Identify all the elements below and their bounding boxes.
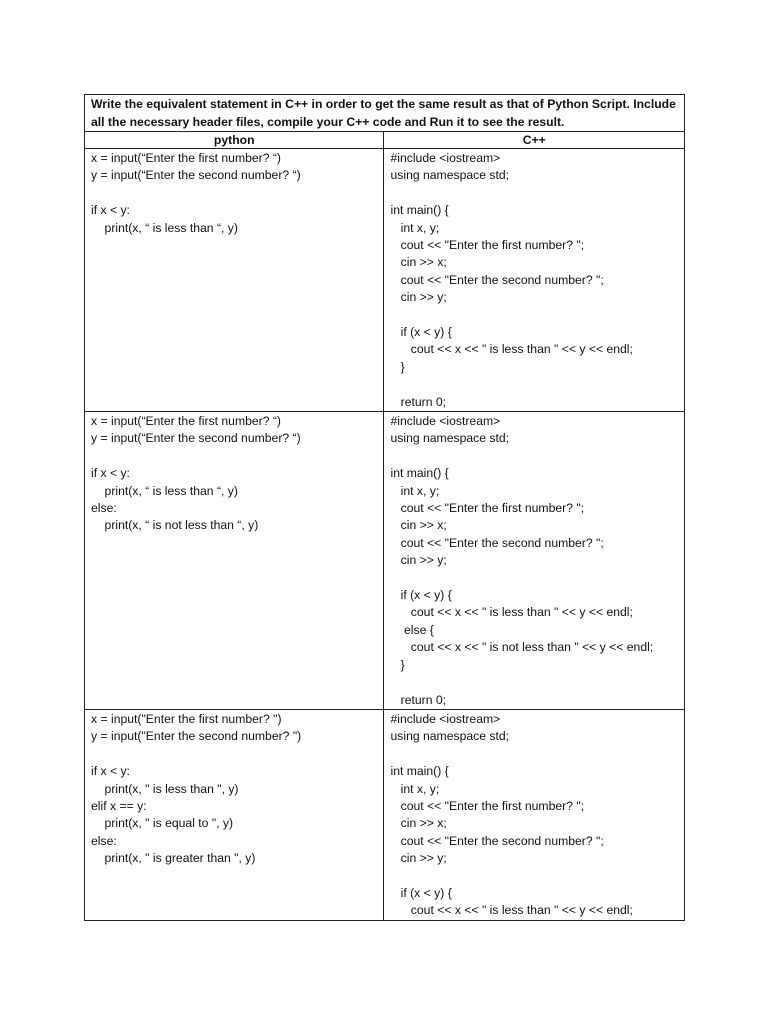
code-line: } <box>390 657 405 672</box>
code-line <box>390 185 684 202</box>
code-line: cin >> x; <box>390 255 447 270</box>
code-line: int main() { <box>390 203 449 218</box>
code-line: cin >> y; <box>390 290 447 305</box>
code-line: int x, y; <box>390 220 440 235</box>
python-code-cell <box>85 149 384 412</box>
python-code-cell <box>85 412 384 710</box>
exercise-row-1 <box>85 149 685 412</box>
code-line: if (x < y) { <box>390 325 452 340</box>
code-line: x = input(“Enter the first number? “) <box>91 414 281 429</box>
column-header-row <box>85 132 685 149</box>
code-line <box>390 868 684 885</box>
cpp-code-cell <box>384 709 685 920</box>
code-line: return 0; <box>390 692 447 707</box>
code-line: print(x, " is equal to ", y) <box>91 816 234 831</box>
code-line: if (x < y) { <box>390 588 452 603</box>
code-line <box>390 674 684 691</box>
code-line: cout << "Enter the second number? "; <box>390 535 604 550</box>
code-line: cout << "Enter the first number? "; <box>390 238 585 253</box>
code-line: cin >> x; <box>390 518 447 533</box>
code-line <box>91 448 383 465</box>
code-line: int x, y; <box>390 483 440 498</box>
code-line: y = input(“Enter the second number? “) <box>91 168 301 183</box>
code-line: using namespace std; <box>390 729 510 744</box>
code-line: else: <box>91 833 117 848</box>
python-column-header: python <box>85 132 384 149</box>
code-line: if x < y: <box>91 466 130 481</box>
exercise-row-3 <box>85 709 685 920</box>
code-line: x = input("Enter the first number? ") <box>91 711 282 726</box>
code-line: print(x, “ is not less than “, y) <box>91 518 259 533</box>
code-line: else { <box>390 622 434 637</box>
cpp-column-header: C++ <box>384 132 685 149</box>
code-line: print(x, " is less than ", y) <box>91 781 239 796</box>
code-line <box>390 448 684 465</box>
cpp-code-cell <box>384 412 685 710</box>
code-line: cout << x << " is less than " << y << endl; <box>390 342 633 357</box>
code-line: cout << "Enter the first number? "; <box>390 501 585 516</box>
code-line: #include <iostream> <box>390 151 501 165</box>
code-line: elif x == y: <box>91 798 147 813</box>
code-line: x = input(“Enter the first number? “) <box>91 151 281 165</box>
code-line <box>390 307 684 324</box>
instruction-row <box>85 95 685 132</box>
code-line: cin >> y; <box>390 851 447 866</box>
instruction-text: Write the equivalent statement in C++ in order to get the same result as that of Python Script. Include all the necessary header files, compile your C++ code and Run it to see the result. <box>85 95 685 132</box>
code-line: if x < y: <box>91 764 130 779</box>
code-line: cin >> y; <box>390 553 447 568</box>
code-line: print(x, “ is less than “, y) <box>91 220 238 235</box>
code-line: return 0; <box>390 394 447 409</box>
code-line: cout << x << " is not less than " << y << endl; <box>390 640 654 655</box>
code-line: cin >> x; <box>390 816 447 831</box>
code-line <box>390 376 684 393</box>
code-line: using namespace std; <box>390 168 510 183</box>
code-line <box>91 185 383 202</box>
code-line: cout << "Enter the second number? "; <box>390 272 604 287</box>
code-line: cout << "Enter the first number? "; <box>390 798 585 813</box>
code-line <box>390 570 684 587</box>
python-code-cell <box>85 709 384 920</box>
exercise-row-2 <box>85 412 685 710</box>
code-line <box>390 746 684 763</box>
code-line: } <box>390 359 405 374</box>
code-line: if x < y: <box>91 203 130 218</box>
code-line: else: <box>91 501 117 516</box>
code-line: int x, y; <box>390 781 440 796</box>
code-line: #include <iostream> <box>390 711 501 726</box>
code-line: using namespace std; <box>390 431 510 446</box>
code-line: #include <iostream> <box>390 414 501 429</box>
code-line: if (x < y) { <box>390 885 452 900</box>
code-line: int main() { <box>390 466 449 481</box>
code-line: cout << x << " is less than " << y << endl; <box>390 605 633 620</box>
code-line: y = input(“Enter the second number? “) <box>91 431 301 446</box>
code-line: y = input("Enter the second number? ") <box>91 729 302 744</box>
code-line: int main() { <box>390 764 449 779</box>
exercise-table <box>84 94 685 921</box>
cpp-code-cell <box>384 149 685 412</box>
code-line: cout << x << " is less than " << y << endl; <box>390 903 633 918</box>
code-line: cout << "Enter the second number? "; <box>390 833 604 848</box>
code-line: print(x, “ is less than “, y) <box>91 483 238 498</box>
code-line: print(x, " is greater than ", y) <box>91 851 256 866</box>
code-line <box>91 746 383 763</box>
